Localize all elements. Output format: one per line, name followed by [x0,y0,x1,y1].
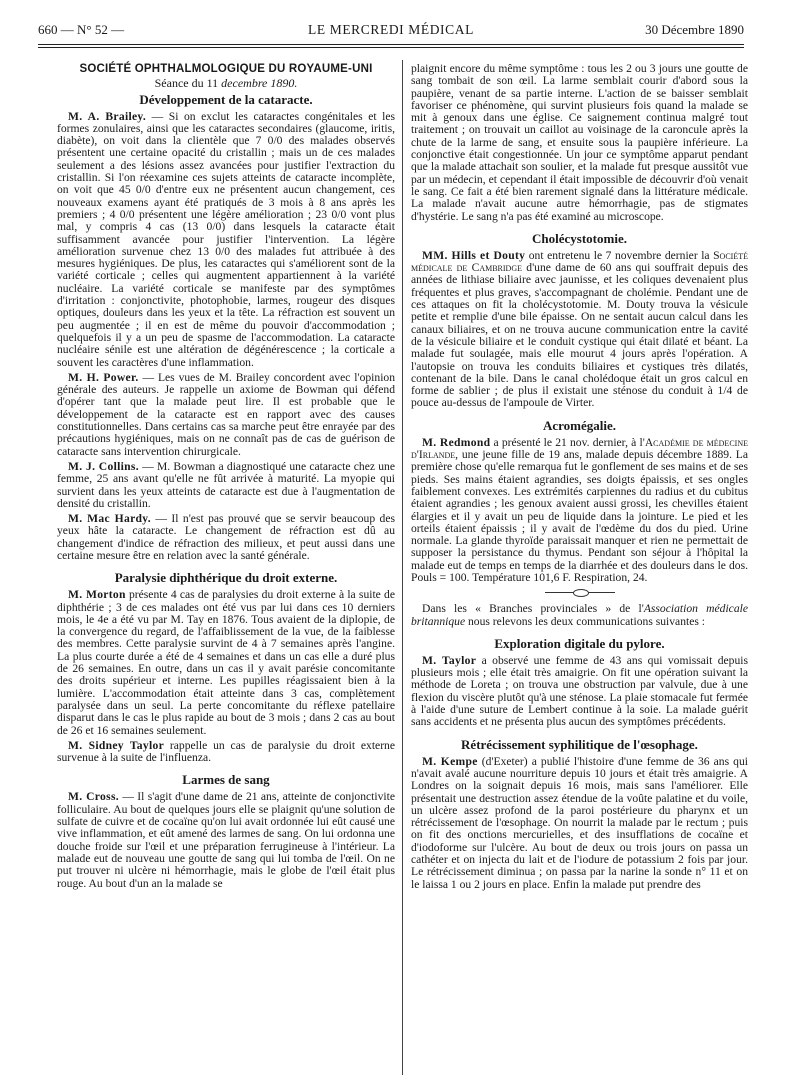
header-rule-double [38,47,744,48]
paragraph-collins: M. J. Collins. — M. Bowman a diagnostiqué une cataracte chez une femme, 25 ans avant qu'elle ne fût arrivée à maturité. La myopie qui survient dans les yeux atteints de cataracte est due à l'augmentation de densité du cristallin. [57,459,395,510]
header-rule [38,44,744,45]
speaker-name: M. Taylor [422,653,477,667]
paragraph-intro-branches: Dans les « Branches provinciales » de l'Association médicale britannique nous relevons les deux communications suivantes : [411,602,748,628]
paragraph-cross-continued: plaignit encore du même symptôme : tous les 2 ou 3 jours une goutte de sang tombait de son œil. La larme semblait courir d'abord sous la paupière, venant de sa partie interne. L'action de se baisser semblait favoriser ce phénomène, qui survint plusieurs fois quand la malade se mit à genoux dans une église. Ce saignement continua malgré tout traitement ; on trouvait un caillot au voisinage de la caroncule après la chute de la larme de sang, et ensuite sous la paupière inférieure. La conjonctive était congestionnée. Un jour ce symptôme apparut pendant que la malade attachait son soulier, et la malade fut presque aussitôt vue par un médecin, et cependant il était impossible de découvrir d'où venait le sang. Ce fait a été bien rarement signalé dans la littérature médicale. La malade n'avait aucune autre hémorrhagie, pas de stigmates d'hystérie. Le sang n'a pas été examiné au microscope. [411,62,748,223]
society-heading: SOCIÉTÉ OPHTHALMOLOGIQUE DU ROYAUME-UNI [79,63,373,75]
paragraph-hills-douty: MM. Hills et Douty ont entretenu le 7 novembre dernier la Société médicale de Cambridge d'une dame de 60 ans qui souffrait depuis des années de lithiase biliaire avec jaunisse, et les coliques devenaient plus fréquentes et plus graves, s'accompagnant de cholémie. Pendant une de ces attaques on fit la cholécystotomie. M. Douty trouva la vésicule petite et remplie d'une bile épaisse. On ne sentait aucun calcul dans les canaux biliaires, et on ne trouva aucune communication entre la cavité de la vésicule biliaire et le conduit cystique qui était dilaté et béant. La malade fut soulagée, mais elle mourut 4 jours après l'opération. A l'autopsie on trouva les conduits biliaires et cystiques très dilatés, contenant de la bile. Dans le canal cholédoque était un gros calcul en forme de sablier ; de plus il existait une sténose du conduit à 1/4 de pouce au-dessus de l'ampoule de Virter. [411,248,748,410]
speaker-name: MM. Hills et Douty [422,248,526,262]
section-title-oesophage: Rétrécissement syphilitique de l'œsophage. [461,736,698,752]
speaker-name: M. Morton [68,588,126,602]
column-divider [402,60,403,1075]
running-header [38,22,744,38]
seance-date: Séance du 11 decembre 1890. [154,76,298,91]
society-name: Société médicale de Cambridge [411,248,748,275]
paragraph-sidney-taylor: M. Sidney Taylor rappelle un cas de paralysie du droit externe survenue à la suite de l'influenza. [57,738,396,765]
paragraph-cross: M. Cross. — Il s'agit d'une dame de 21 ans, atteinte de conjonctivite folliculaire. Au bout de quelques jours elle se plaignit qu'une solution de sulfate de cuivre et de cocaïne qu'on lui avait ordonnée lui eût causé une vive inflammation, et eût amené des larmes de sang. On lui ordonna une douche froide sur l'œil et une préparation ferrugineuse à l'intérieur. La malade eut de nouveau une goutte de sang qui lui tomba de l'œil. On ne put trouver ni ulcère ni hémorrhagie, mais le globe de l'œil était plus rouge. Au bout d'un an la malade se [57,790,395,890]
paragraph-redmond: M. Redmond a présenté le 21 nov. dernier, à l'Académie de médecine d'Irlande, une jeune fille de 19 ans, malade depuis décembre 1889. La première chose qu'elle remarqua fut le gonflement de ses mains et de ses pieds. Ses mains étaient agrandies, ses doigts épaissis, et ses ongles faiblement convexes. Les extrémités carpiennes du radius et du cubitus étaient agrandies ; les genoux avaient aussi grossi, les chevilles étaient élargies et il y avait un peu de liquide dans la jointure. Le pied et les orteils étaient épaissis ; il y avait de l'œdème du dos du pied. Urine normale. La glande thyroïde paraissait manquer et rien ne permettait de supposer la persistance du thymus. Pendant son séjour à l'hôpital la malade eut de temps en temps de la diarrhée et des douleurs dans le dos. Pouls = 100. Température 101,6 F. Respiration, 24. [411,435,748,584]
page-number: 660 — N° 52 — [38,22,125,37]
issue-date: 30 Décembre 1890 [645,22,744,37]
section-title-pylore: Exploration digitale du pylore. [494,635,665,651]
academy-name: Académie de médecine d'Irlande [411,435,748,462]
section-title-paralysie: Paralysie diphthérique du droit externe. [114,570,338,586]
paragraph-taylor: M. Taylor a observé une femme de 43 ans qui vomissait depuis plusieurs mois ; elle était très amaigrie. On fit une opération suivant la méthode de Loreta ; on trouva une obstruction par valvule, due à une flexion du viscère plutôt qu'à une sténose. La plaie stomacale fut fermée à l'aide d'une suture de Lembert continue à la soie. La malade guérit sans accidents et ne présenta plus aucun des symptômes précédents. [411,653,749,729]
section-title-larmes: Larmes de sang [182,772,270,788]
journal-title: LE MERCREDI MÉDICAL [308,22,474,37]
speaker-name: M. H. Power. [68,370,139,384]
section-ornament [545,592,615,596]
paragraph-morton: M. Morton présente 4 cas de paralysies du droit externe à la suite de diphthérie ; 3 de ces malades ont été vus par lui dans ces 10 derniers mois, le 4e a été vu par M. Tay en 1876. Tous avaient de la diplopie, de la convergence du regard, de l'affaiblissement de la vue, de la faiblesse des membres. Cette paralysie survint de 4 à 7 semaines après l'angine. La plus courte durée a été de 4 semaines et dans un cas elle a duré plus de 26 semaines. En outre, dans un cas il y avait parésie concomitante des droits supérieur et interne. Les pupilles réagissaient bien à la lumière. L'accommodation était atteinte dans 3 cas, complètement paralysée dans un seul. La perte concomitante du réflexe patellaire disparut dans le cas le plus rapide au bout de 3 mois ; dans 2 cas au bout de 26 et 16 semaines seulement. [57,588,395,737]
left-column [57,63,395,893]
section-title-cataracte: Développement de la cataracte. [139,91,313,107]
speaker-name: M. Redmond [422,435,491,449]
paragraph-power: M. H. Power. — Les vues de M. Brailey concordent avec l'opinion générale des auteurs. Je rappelle un axiome de Bowman qui défend d'opérer tant que la malade peut lire. Il est probable que le développement de la cataracte est en rapport avec des causes constitutionnelles. Dans certains cas sa marche peut être enrayée par des précautions hygiéniques, mais on ne connaît pas de cas de guérison de cataracte sans intervention chirurgicale. [57,370,396,458]
section-title-acromegalie: Acromégalie. [542,417,617,433]
paragraph-kempe: M. Kempe (d'Exeter) a publié l'histoire d'une femme de 36 ans qui n'avait avalé aucune nourriture depuis 10 jours et était très amaigrie. A Londres on la soignait depuis 16 mois, mais sans l'améliorer. Elle présentait une destruction assez étendue de la voûte palatine et du voile, un ulcère assez profond de la paroi postérieure du pharynx et un rétrécissement de l'œsophage. On nourrit la malade par le rectum ; puis on fit des onctions mercurielles, et des insufflations de cocaïne et d'iodoforme sur l'ulcère. Au bout de deux ou trois jours on passa un cathéter et on injecta du lait et de l'iodure de potassium 2 fois par jour. Le rétrécissement diminua ; on passa par la narine la sonde n° 11 et on le laissa 1 ou 2 jours en place. Enfin la malade put prendre des [411,754,748,891]
section-title-cholecystotomie: Cholécystotomie. [532,230,627,246]
speaker-name: M. Cross. [68,790,119,804]
paragraph-machardy: M. Mac Hardy. — Il n'est pas prouvé que se servir beaucoup des yeux hâte la cataracte. Le changement de réfraction est dû au changement d'indice de réfraction des milieux, et peut aussi dans une certaine mesure être en relation avec la santé générale. [57,512,395,562]
association-name: Association médicale britannique [411,602,748,628]
speaker-name: M. A. Brailey. [68,109,147,123]
paragraph-brailey: M. A. Brailey. — Si on exclut les cataractes congénitales et les formes zonulaires, ainsi que les cataractes secondaires (glaucome, iritis, diabète), on voit dans la clientèle que 7 0/0 des malades observés présentent une certaine opacité du cristallin ; mais un de ces malades seulement a des lésions assez avancées pour justifier l'extraction du cristallin. Si l'on réexamine ces sujets atteints de cataracte incomplète, on voit que 45 0/0 d'entre eux ne présentent aucun changement, ces nouveaux examens ayant été pratiqués de 3 mois à 8 ans après les premiers ; 4 0/0 présentent une légère amélioration ; 23 0/0 vont plus mal, y compris 4 cas (13 0/0) dans lesquels la cataracte était suffisamment avancée pour justifier l'intervention. La légère amélioration survenue chez 13 0/0 des malades fut attribuée à des mesures hygiéniques. De plus, les cataractes qui s'améliorent sont de la variété corticale ; celles qui augmentent appartiennent à la variété nucléaire. La variété corticale se manifeste par des symptômes d'irritation : conjonctivite, photophobie, larmes, rougeur des disques optiques, douleurs dans les yeux et la tête. La réfraction est souvent un peu augmentée ; il en est de même du pouvoir d'accommodation ; quelquefois il y a un peu de spasme de l'accommodation. La cataracte nucléaire sénile est une altération de dégénérescence ; la corticale a souvent les caractères d'une inflammation. [57,109,395,369]
speaker-name: M. Mac Hardy. [68,512,151,526]
speaker-name: M. Sidney Taylor [68,738,165,752]
speaker-name: M. Kempe [422,754,478,768]
right-column [411,63,748,894]
speaker-name: M. J. Collins. [68,459,139,473]
